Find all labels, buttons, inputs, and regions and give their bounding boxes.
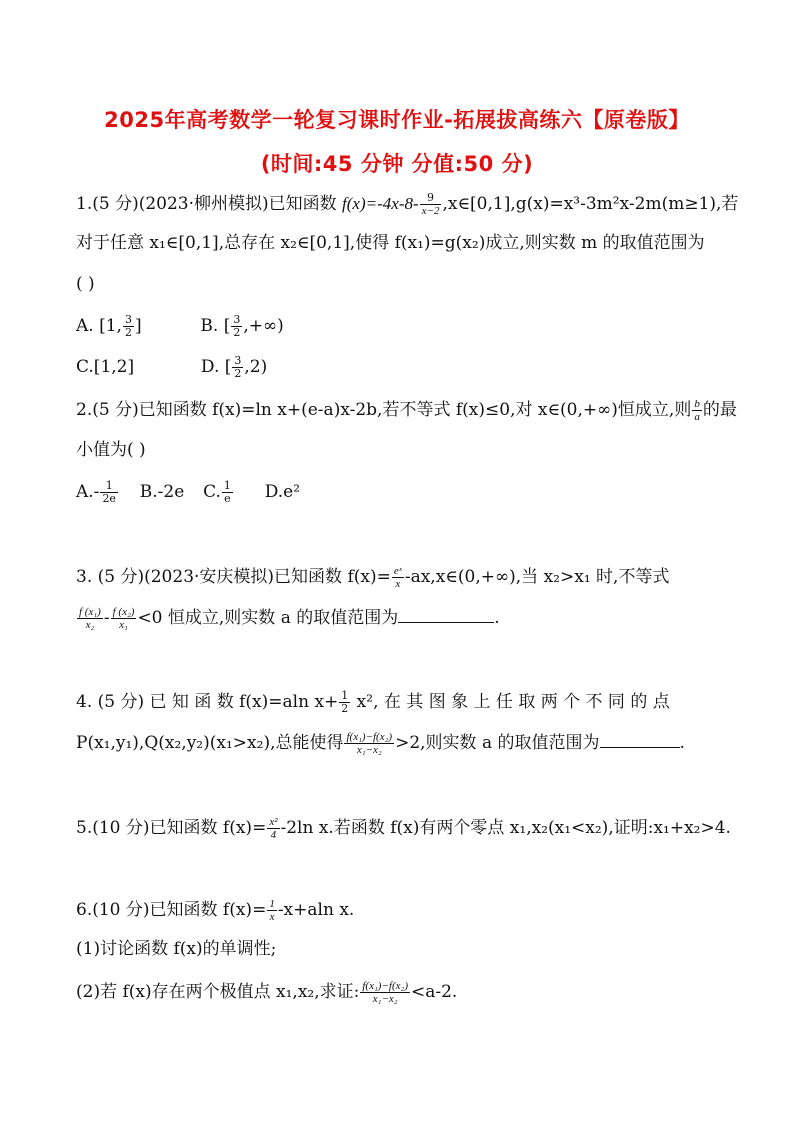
q1-line1 (76, 192, 738, 217)
q1-option-d: D. [ $\frac{3}{2}$ ,2) (200, 354, 268, 380)
q5-fraction: $\frac{\text{x²}}{4}$ (269, 816, 278, 841)
q6-line1 (76, 898, 354, 923)
q3-text: 3. (5 分)(2023·安庆模拟)已知函数 f(x)= (76, 567, 391, 587)
q1-function: f(x)=-4x-8- (342, 194, 419, 213)
q3-answer-blank[interactable] (398, 606, 494, 623)
q1-intro: 1.(5 分)(2023·柳州模拟)已知函数 (76, 194, 343, 214)
page-title: 2025年高考数学一轮复习课时作业-拓展拔高练六【原卷版】 (104, 108, 690, 132)
page-subtitle: (时间:45 分钟 分值:50 分) (260, 152, 534, 176)
q3-fraction-b: $\frac{\text{f (x₂)}}{\text{x₁}}$ (112, 606, 135, 631)
q3-line1 (76, 565, 669, 590)
q4-line1 (76, 690, 670, 715)
q3-text2: <0 恒成立,则实数 a 的取值范围为 (137, 608, 399, 628)
q4-line2: P(x₁,y₁),Q(x₂,y₂)(x₁>x₂),总能使得 $\frac{\text{f(x₁)−f(x₂)}}{\text{x₁−x₂}}$ >2,则实数 a 的取值范围为 . (76, 731, 685, 756)
q1-answer-paren: ( ) (76, 274, 95, 294)
q2-line1 (76, 398, 737, 423)
q6-fraction2: $\frac{\text{f(x₁)−f(x₂)}}{\text{x₁−x₂}}$ (362, 980, 408, 1005)
q2-fraction: $\frac{b}{a}$ (694, 398, 700, 423)
q4-answer-blank[interactable] (600, 731, 680, 748)
q2-option-c: C. $\frac{1}{e}$ (203, 479, 231, 505)
q3-line2: $\frac{\text{f (x₁)}}{\text{x₂}}$ - $\frac{\text{f (x₂)}}{\text{x₁}}$ <0 恒成立,则实数 a 的取值范围为 . (79, 606, 500, 631)
q6-fraction: $\frac{1}{x}$ (269, 898, 275, 923)
q6-text-end: -x+aln x. (277, 900, 355, 920)
q1-options-cd (76, 355, 267, 380)
q1-option-b: B. [ $\frac{3}{2}$ ,+∞) (200, 313, 284, 339)
q2-text: 2.(5 分)已知函数 f(x)=ln x+(e-a)x-2b,若不等式 f(x)≤0,对 x∈(0,+∞)恒成立,则 (76, 400, 692, 420)
q1-line2: 对于任意 x₁∈[0,1],总存在 x₂∈[0,1],使得 f(x₁)=g(x₂)成立,则实数 m 的取值范围为 (76, 233, 705, 253)
q2-option-d: D.e² (264, 482, 301, 502)
q1-domain: ,x∈[0,1],g(x)=x³-3m²x-2m(m≥1),若 (442, 194, 739, 214)
q4-fraction: $\frac{1}{2}$ (341, 689, 349, 715)
q3-text-end: -ax,x∈(0,+∞),当 x₂>x₁ 时,不等式 (404, 567, 670, 587)
q4-text2: P(x₁,y₁),Q(x₂,y₂)(x₁>x₂),总能使得 (76, 733, 344, 753)
q2-option-a: A.- $\frac{1}{2e}$ (76, 479, 116, 505)
q1-frac-den: x−2 (421, 205, 440, 217)
q2-line2: 小值为( ) (76, 440, 146, 460)
q6-part2 (76, 980, 457, 1005)
q5-text: 5.(10 分)已知函数 f(x)= (76, 818, 267, 838)
q6-part2-text: (2)若 f(x)存在两个极值点 x₁,x₂,求证: (76, 982, 360, 1002)
q2-options (76, 480, 300, 505)
q1-options-ab (76, 314, 284, 339)
q5-text-end: -2ln x.若函数 f(x)有两个零点 x₁,x₂(x₁<x₂),证明:x₁+x₂>4. (280, 818, 731, 838)
q2-option-b: B.-2e (139, 482, 185, 502)
q1-frac-num: 9 (420, 192, 442, 205)
q6-part2-end: <a-2. (410, 982, 458, 1002)
q3-fraction-a: $\frac{\text{f (x₁)}}{\text{x₂}}$ (79, 606, 101, 631)
q6-part1: (1)讨论函数 f(x)的单调性; (76, 939, 277, 959)
q1-fraction (420, 192, 442, 217)
q4-text3: >2,则实数 a 的取值范围为 (395, 733, 600, 753)
q4-text: 4. (5 分) 已 知 函 数 f(x)=aln x+ (76, 692, 339, 712)
q6-text: 6.(10 分)已知函数 f(x)= (76, 900, 267, 920)
q1-option-a: A. [1, $\frac{3}{2}$ ] (76, 313, 142, 339)
q5-line1 (76, 816, 731, 841)
q4-text-end: x², 在 其 图 象 上 任 取 两 个 不 同 的 点 (351, 692, 670, 712)
q4-fraction2: $\frac{\text{f(x₁)−f(x₂)}}{\text{x₁−x₂}}$ (346, 731, 393, 756)
q1-option-c: C.[1,2] (76, 357, 135, 377)
q3-fraction: $\frac{\text{eˣ}}{x}$ (393, 565, 402, 590)
q2-text-end: 的最 (702, 400, 737, 420)
